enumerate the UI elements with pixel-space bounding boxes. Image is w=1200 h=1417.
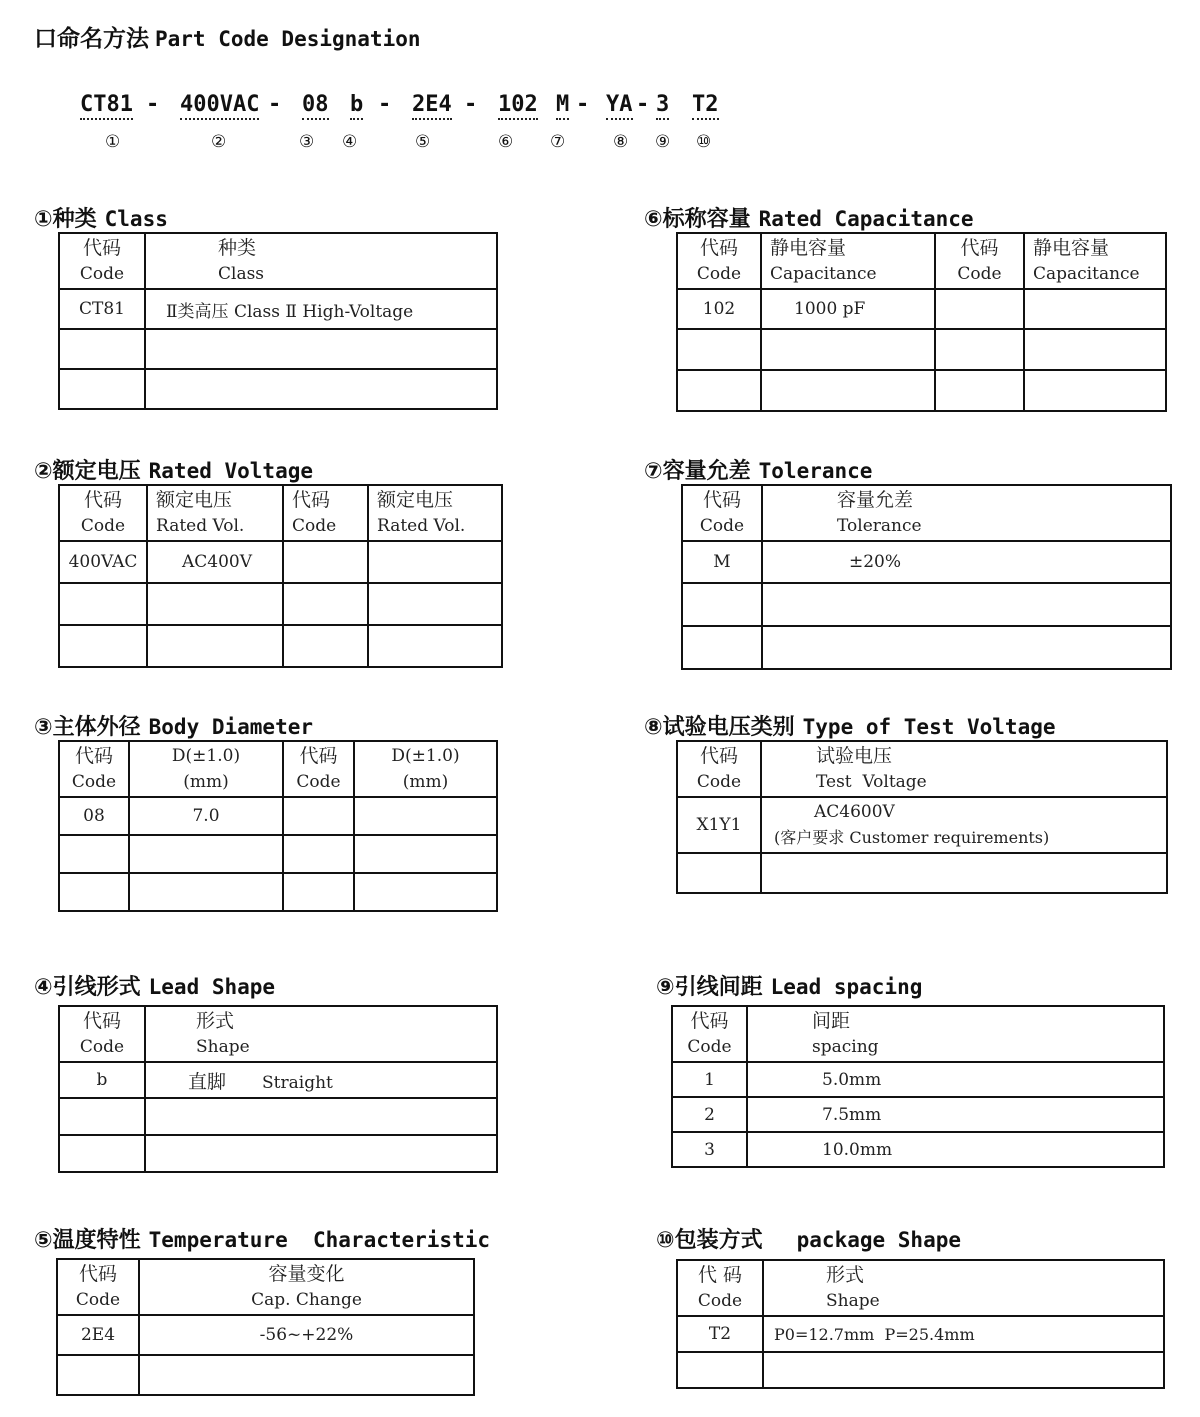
section-title-lead-spacing — [656, 970, 922, 1001]
header-code: 代码 Code — [682, 485, 762, 541]
test-voltage-table — [676, 740, 1168, 894]
section-title-rated-capacitance — [644, 202, 974, 233]
section-title-zh: ④引线形式 — [34, 975, 141, 1000]
table-cell — [147, 583, 283, 625]
table-cell: 2 — [672, 1097, 747, 1132]
section-title-temperature — [34, 1223, 490, 1254]
code-number-8: ⑧ — [613, 132, 629, 152]
code-number-2: ② — [211, 132, 227, 152]
table-cell — [283, 873, 354, 911]
header-code: 代码 Code — [672, 1006, 747, 1062]
code-separator: - — [268, 92, 282, 117]
code-number-1: ① — [105, 132, 121, 152]
header-test-voltage: 试验电压 Test Voltage — [761, 741, 1167, 797]
header-code: 代码 Code — [283, 741, 354, 797]
section-title-en: Lead spacing — [770, 975, 923, 999]
table-cell — [59, 835, 129, 873]
table-cell — [283, 625, 368, 667]
header-diameter: D(±1.0) (mm) — [129, 741, 283, 797]
table-cell — [677, 853, 761, 893]
header-code: 代码 Code — [59, 741, 129, 797]
header-code: 代码 Code — [59, 485, 147, 541]
table-cell: 3 — [672, 1132, 747, 1167]
section-title-zh: ②额定电压 — [34, 459, 141, 484]
table-cell — [59, 369, 145, 409]
code-segment-lead-spacing: 3 — [656, 92, 669, 120]
header-code: 代码 Code — [677, 741, 761, 797]
table-cell: T2 — [677, 1316, 763, 1352]
table-cell: b — [59, 1062, 145, 1098]
code-segment-tolerance: M — [556, 92, 569, 120]
table-cell — [59, 329, 145, 369]
table-cell — [57, 1355, 139, 1395]
code-number-5: ⑤ — [415, 132, 431, 152]
table-cell — [368, 583, 502, 625]
table-cell — [368, 541, 502, 583]
table-cell — [354, 873, 497, 911]
table-cell — [145, 1135, 497, 1172]
table-cell: 08 — [59, 797, 129, 835]
class-table — [58, 232, 498, 410]
body-diameter-table — [58, 740, 498, 912]
section-title-en: Rated Capacitance — [758, 207, 974, 231]
code-segment-voltage: 400VAC — [180, 92, 259, 120]
table-cell — [354, 835, 497, 873]
section-title-zh: ①种类 — [34, 207, 97, 232]
table-cell: AC400V — [147, 541, 283, 583]
header-capacitance: 静电容量 Capacitance — [761, 233, 935, 289]
section-title-zh: ⑨引线间距 — [656, 975, 763, 1000]
section-title-class — [34, 202, 168, 233]
table-cell — [145, 329, 497, 369]
table-cell — [762, 626, 1171, 669]
section-title-en: Type of Test Voltage — [802, 715, 1056, 739]
table-cell — [129, 873, 283, 911]
code-number-4: ④ — [342, 132, 358, 152]
header-code: 代码 Code — [677, 233, 761, 289]
section-title-tolerance — [644, 454, 872, 485]
tolerance-table — [681, 484, 1172, 670]
section-title-en: Body Diameter — [148, 715, 314, 739]
section-title-zh: ⑤温度特性 — [34, 1228, 141, 1253]
code-separator: - — [464, 92, 478, 117]
header-code: 代码 Code — [59, 233, 145, 289]
table-cell — [145, 369, 497, 409]
table-cell: X1Y1 — [677, 797, 761, 853]
section-title-zh: ⑦容量允差 — [644, 459, 751, 484]
table-cell — [283, 583, 368, 625]
table-cell — [935, 289, 1024, 329]
header-cap-change: 容量变化 Cap. Change — [139, 1259, 474, 1315]
table-cell: 10.0mm — [747, 1132, 1164, 1167]
header-code: 代码 Code — [57, 1259, 139, 1315]
table-cell: 7.5mm — [747, 1097, 1164, 1132]
table-cell — [59, 873, 129, 911]
header-shape: 形式 Shape — [145, 1006, 497, 1062]
table-cell — [1024, 329, 1166, 370]
package-shape-table — [676, 1259, 1165, 1389]
page-title — [34, 20, 421, 53]
header-tolerance: 容量允差 Tolerance — [762, 485, 1171, 541]
table-cell — [283, 541, 368, 583]
table-cell: 1000 pF — [761, 289, 935, 329]
header-spacing: 间距 spacing — [747, 1006, 1164, 1062]
section-title-en: Tolerance — [758, 459, 873, 483]
section-title-zh: ③主体外径 — [34, 715, 141, 740]
code-number-6: ⑥ — [498, 132, 514, 152]
table-cell — [145, 1098, 497, 1135]
table-cell: P0=12.7mm P=25.4mm — [763, 1316, 1164, 1352]
temperature-table — [56, 1258, 475, 1396]
table-cell: 直脚 Straight — [145, 1062, 497, 1098]
section-title-lead-shape — [34, 970, 275, 1001]
table-cell — [682, 583, 762, 626]
table-cell — [761, 853, 1167, 893]
section-title-test-voltage — [644, 710, 1056, 741]
table-cell — [763, 1352, 1164, 1388]
page-title-en: Part Code Designation — [155, 27, 421, 51]
code-segment-lead-shape: b — [350, 92, 363, 120]
section-title-en: Rated Voltage — [148, 459, 314, 483]
table-cell — [368, 625, 502, 667]
header-shape: 形式 Shape — [763, 1260, 1164, 1316]
header-code: 代 码 Code — [677, 1260, 763, 1316]
table-cell: Ⅱ类高压 Class Ⅱ High-Voltage — [145, 289, 497, 329]
table-cell: 7.0 — [129, 797, 283, 835]
table-cell — [129, 835, 283, 873]
table-cell — [283, 835, 354, 873]
table-cell — [147, 625, 283, 667]
section-title-body-diameter — [34, 710, 313, 741]
header-code: 代码 Code — [59, 1006, 145, 1062]
code-segment-class: CT81 — [80, 92, 133, 120]
table-cell: AC4600V (客户要求 Customer requirements) — [761, 797, 1167, 853]
section-title-package-shape — [656, 1223, 961, 1254]
table-cell — [677, 370, 761, 411]
table-cell: ±20% — [762, 541, 1171, 583]
table-cell — [283, 797, 354, 835]
page-title-zh: 口命名方法 — [34, 26, 149, 52]
section-title-zh: ⑩包装方式 — [656, 1228, 763, 1253]
code-number-7: ⑦ — [550, 132, 566, 152]
table-cell — [677, 329, 761, 370]
table-cell: 1 — [672, 1062, 747, 1097]
section-title-en: Class — [104, 207, 168, 231]
code-segment-package: T2 — [692, 92, 719, 120]
table-cell: 2E4 — [57, 1315, 139, 1355]
table-cell — [59, 583, 147, 625]
header-rated-vol: 额定电压 Rated Vol. — [368, 485, 502, 541]
rated-voltage-table — [58, 484, 503, 668]
table-cell: 5.0mm — [747, 1062, 1164, 1097]
table-cell — [682, 626, 762, 669]
table-cell — [139, 1355, 474, 1395]
table-cell — [761, 329, 935, 370]
table-cell: M — [682, 541, 762, 583]
table-cell: 400VAC — [59, 541, 147, 583]
section-title-zh: ⑥标称容量 — [644, 207, 751, 232]
header-diameter: D(±1.0) (mm) — [354, 741, 497, 797]
table-cell — [762, 583, 1171, 626]
table-cell — [59, 1135, 145, 1172]
table-cell: -56~+22% — [139, 1315, 474, 1355]
header-capacitance: 静电容量 Capacitance — [1024, 233, 1166, 289]
section-title-en: package Shape — [796, 1228, 962, 1252]
section-title-en: Temperature Characteristic — [148, 1228, 491, 1252]
code-separator: - — [576, 92, 590, 117]
header-class: 种类 Class — [145, 233, 497, 289]
code-segment-temperature: 2E4 — [412, 92, 452, 120]
code-separator: - — [636, 92, 650, 117]
table-cell: CT81 — [59, 289, 145, 329]
code-segment-diameter: 08 — [302, 92, 329, 120]
rated-capacitance-table — [676, 232, 1167, 412]
code-number-9: ⑨ — [655, 132, 671, 152]
table-cell — [761, 370, 935, 411]
table-cell — [1024, 370, 1166, 411]
section-title-zh: ⑧试验电压类别 — [644, 715, 795, 740]
table-cell — [354, 797, 497, 835]
section-title-rated-voltage — [34, 454, 313, 485]
table-cell — [59, 1098, 145, 1135]
code-separator: - — [146, 92, 160, 117]
code-separator: - — [378, 92, 392, 117]
table-cell — [59, 625, 147, 667]
table-cell — [935, 370, 1024, 411]
lead-spacing-table — [671, 1005, 1165, 1168]
code-segment-test-voltage: YA — [606, 92, 633, 120]
table-cell — [935, 329, 1024, 370]
header-rated-vol: 额定电压 Rated Vol. — [147, 485, 283, 541]
table-cell — [677, 1352, 763, 1388]
header-code: 代码 Code — [283, 485, 368, 541]
code-segment-capacitance: 102 — [498, 92, 538, 120]
code-number-3: ③ — [299, 132, 315, 152]
table-cell — [1024, 289, 1166, 329]
table-cell: 102 — [677, 289, 761, 329]
header-code: 代码 Code — [935, 233, 1024, 289]
code-number-10: ⑩ — [696, 132, 712, 152]
lead-shape-table — [58, 1005, 498, 1173]
section-title-en: Lead Shape — [148, 975, 276, 999]
